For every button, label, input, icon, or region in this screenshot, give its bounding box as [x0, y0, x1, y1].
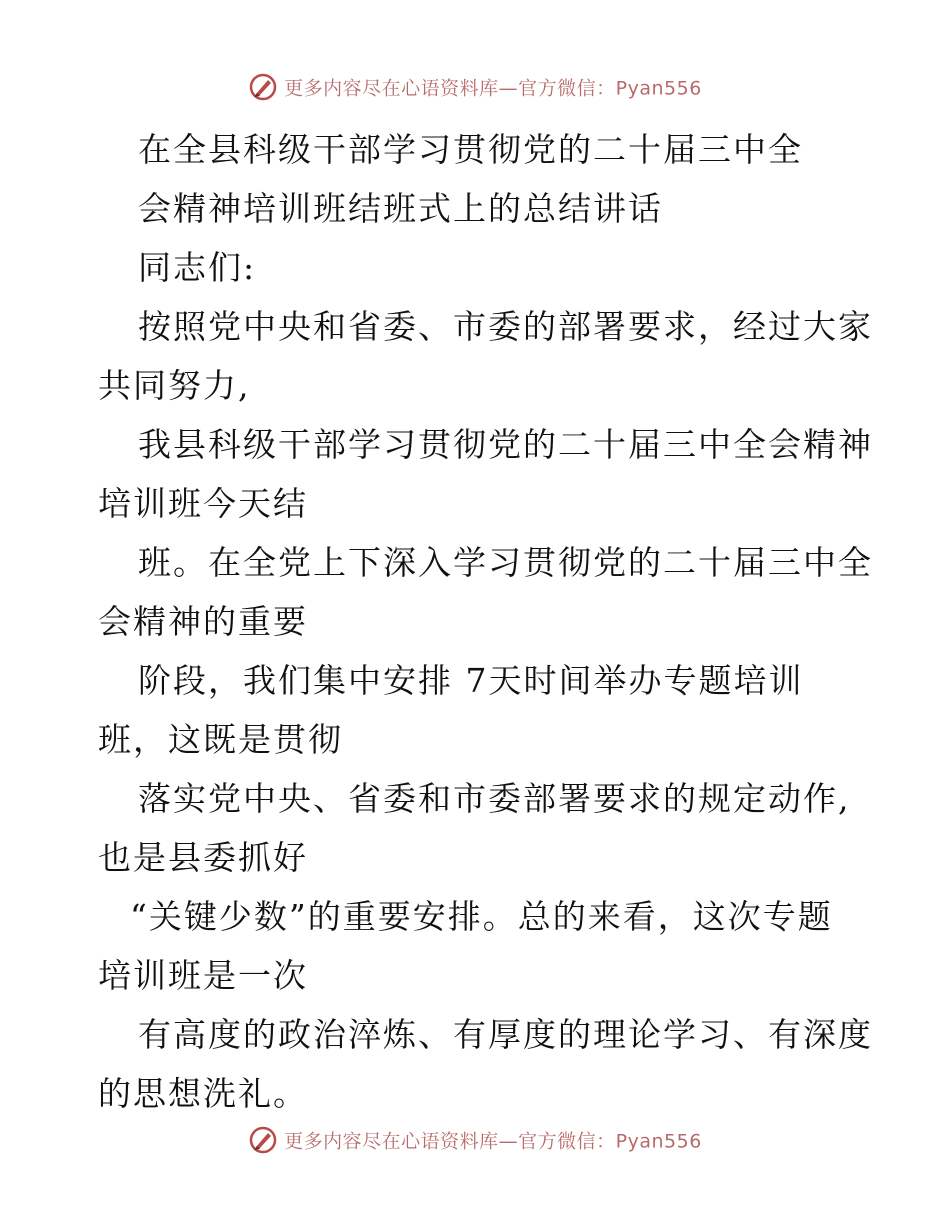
pen-logo-icon — [248, 1125, 278, 1155]
text-line: “关键少数”的重要安排。总的来看，这次专题 — [130, 897, 833, 936]
salutation: 同志们: — [138, 248, 257, 287]
text-line: 我县科级干部学习贯彻党的二十届三中全会精神 — [138, 425, 873, 464]
watermark-text: 更多内容尽在心语资料库—官方微信：Pyan556 — [284, 1130, 702, 1153]
text-line: 有高度的政治淬炼、有厚度的理论学习、有深度 — [138, 1015, 873, 1054]
title-line-1: 在全县科级干部学习贯彻党的二十届三中全 — [138, 130, 803, 169]
text-line: 的思想洗礼。 — [98, 1074, 308, 1113]
text-line: 会精神的重要 — [98, 602, 308, 641]
title-line-2: 会精神培训班结班式上的总结讲话 — [138, 189, 663, 228]
text-line: 班。在全党上下深入学习贯彻党的二十届三中全 — [138, 543, 873, 582]
text-line: 共同努力, — [98, 366, 251, 405]
text-line: 班，这既是贯彻 — [98, 720, 343, 759]
text-line: 阶段，我们集中安排 7天时间举办专题培训 — [138, 661, 804, 700]
header-watermark — [0, 72, 950, 102]
footer-watermark — [0, 1125, 950, 1155]
pen-logo-icon — [248, 72, 278, 102]
text-line: 也是县委抓好 — [98, 838, 308, 877]
text-line: 按照党中央和省委、市委的部署要求，经过大家 — [138, 307, 873, 346]
document-body — [98, 120, 898, 1123]
text-line: 培训班是一次 — [98, 956, 308, 995]
text-line: 培训班今天结 — [98, 484, 308, 523]
text-line: 落实党中央、省委和市委部署要求的规定动作, — [138, 779, 851, 818]
watermark-text: 更多内容尽在心语资料库—官方微信：Pyan556 — [284, 77, 702, 100]
